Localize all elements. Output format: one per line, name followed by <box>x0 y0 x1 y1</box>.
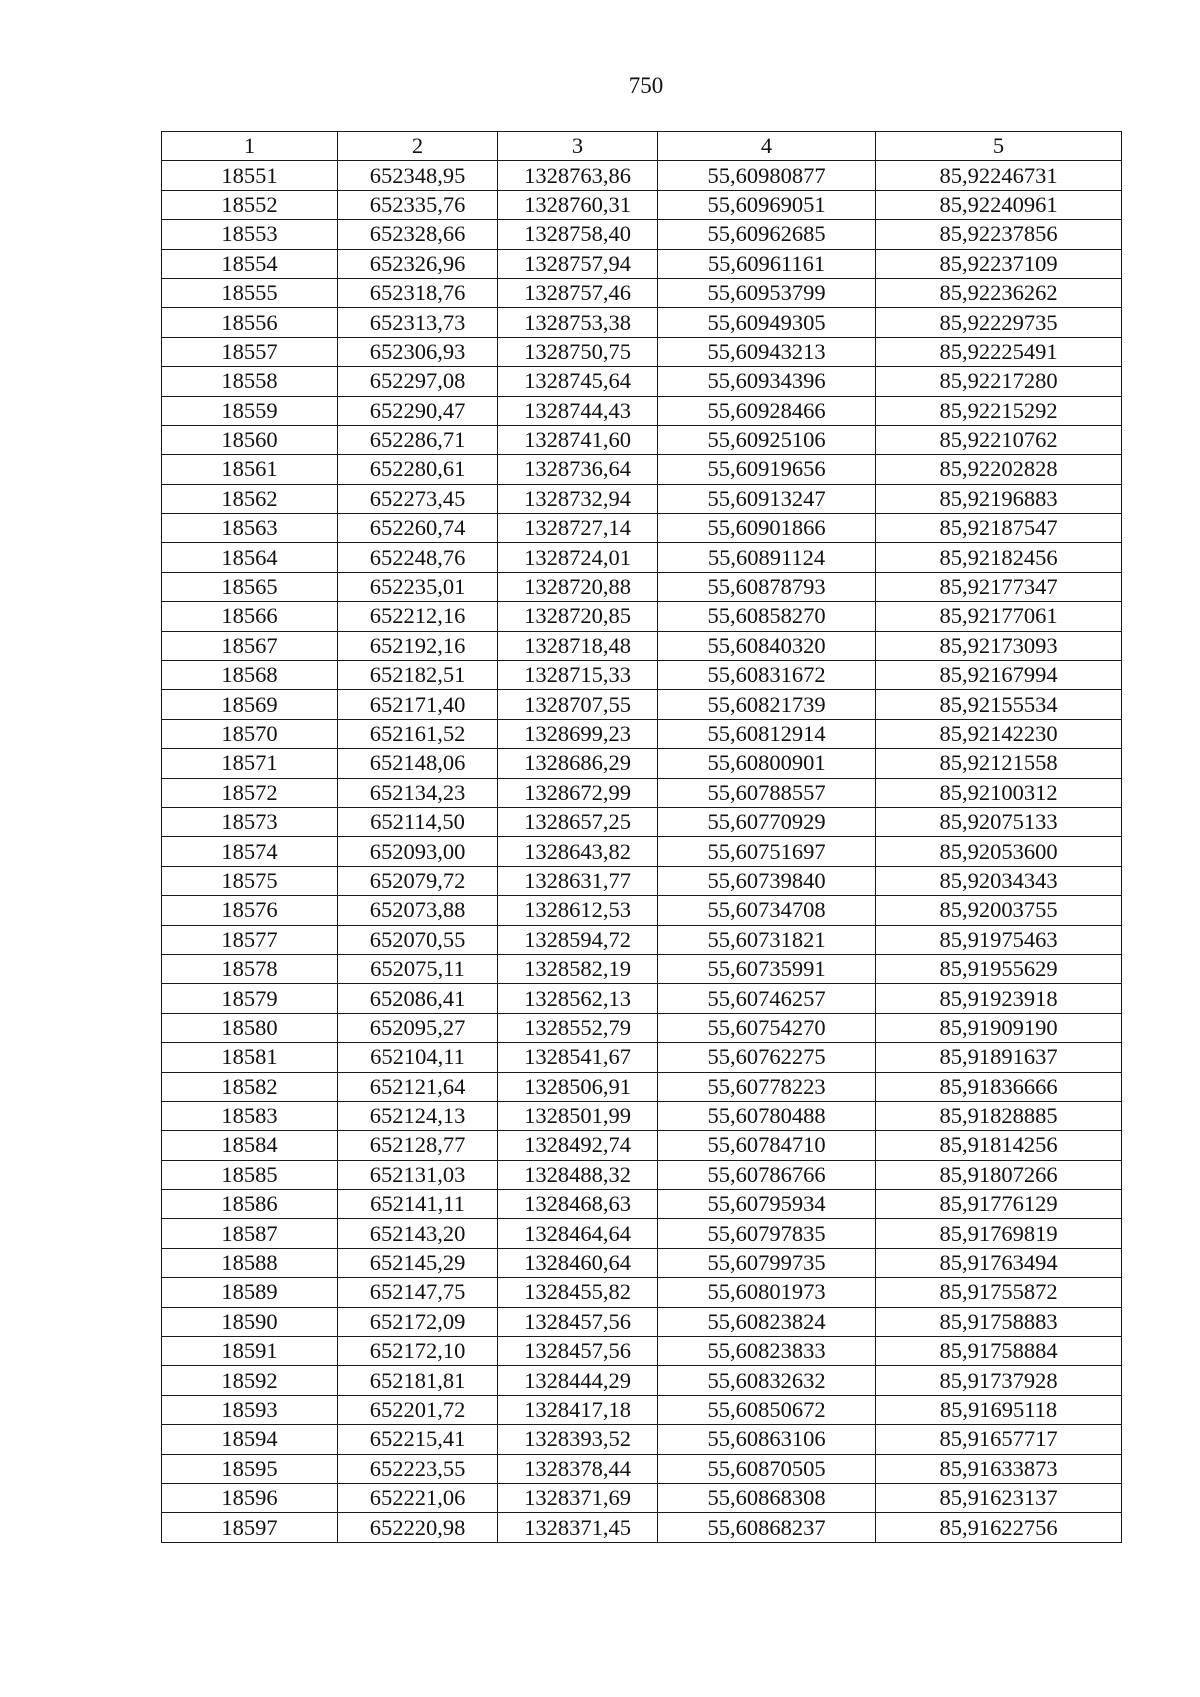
table-cell: 18586 <box>162 1190 338 1219</box>
table-cell: 18592 <box>162 1366 338 1395</box>
table-cell: 652201,72 <box>338 1395 498 1424</box>
table-cell: 55,60762275 <box>658 1043 876 1072</box>
header-row <box>162 132 1122 161</box>
table-row <box>162 631 1122 660</box>
table-cell: 55,60850672 <box>658 1395 876 1424</box>
table-row <box>162 161 1122 190</box>
table-row <box>162 367 1122 396</box>
table-cell: 85,92202828 <box>876 455 1122 484</box>
table-cell: 55,60840320 <box>658 631 876 660</box>
table-cell: 652145,29 <box>338 1248 498 1277</box>
table-cell: 1328745,64 <box>498 367 658 396</box>
table-cell: 1328699,23 <box>498 719 658 748</box>
table-cell: 85,91758884 <box>876 1337 1122 1366</box>
table-cell: 55,60799735 <box>658 1248 876 1277</box>
table-cell: 55,60863106 <box>658 1425 876 1454</box>
table-cell: 85,91909190 <box>876 1013 1122 1042</box>
table-cell: 55,60831672 <box>658 661 876 690</box>
table-cell: 85,91737928 <box>876 1366 1122 1395</box>
table-cell: 1328455,82 <box>498 1278 658 1307</box>
table-cell: 55,60919656 <box>658 455 876 484</box>
table-cell: 85,91891637 <box>876 1043 1122 1072</box>
table-cell: 1328468,63 <box>498 1190 658 1219</box>
table-cell: 18578 <box>162 954 338 983</box>
table-cell: 1328715,33 <box>498 661 658 690</box>
table-cell: 652121,64 <box>338 1072 498 1101</box>
table-cell: 55,60754270 <box>658 1013 876 1042</box>
table-cell: 1328757,94 <box>498 249 658 278</box>
table-cell: 85,92003755 <box>876 896 1122 925</box>
table-cell: 18572 <box>162 778 338 807</box>
table-cell: 55,60868308 <box>658 1483 876 1512</box>
table-cell: 55,60795934 <box>658 1190 876 1219</box>
table-row <box>162 1513 1122 1542</box>
table-cell: 55,60980877 <box>658 161 876 190</box>
table-cell: 18581 <box>162 1043 338 1072</box>
table-cell: 85,92240961 <box>876 190 1122 219</box>
table-cell: 18582 <box>162 1072 338 1101</box>
table-cell: 1328744,43 <box>498 396 658 425</box>
column-header-5: 5 <box>876 132 1122 161</box>
table-cell: 652192,16 <box>338 631 498 660</box>
table-row <box>162 1366 1122 1395</box>
table-cell: 55,60800901 <box>658 749 876 778</box>
table-cell: 18559 <box>162 396 338 425</box>
table-cell: 85,92121558 <box>876 749 1122 778</box>
table-row <box>162 1101 1122 1130</box>
table-cell: 652147,75 <box>338 1278 498 1307</box>
table-cell: 1328457,56 <box>498 1337 658 1366</box>
table-cell: 55,60868237 <box>658 1513 876 1542</box>
column-header-2: 2 <box>338 132 498 161</box>
table-cell: 652313,73 <box>338 308 498 337</box>
table-row <box>162 1425 1122 1454</box>
table-cell: 85,91828885 <box>876 1101 1122 1130</box>
table-row <box>162 1307 1122 1336</box>
table-row <box>162 543 1122 572</box>
table-cell: 1328444,29 <box>498 1366 658 1395</box>
table-cell: 85,92142230 <box>876 719 1122 748</box>
table-cell: 18561 <box>162 455 338 484</box>
table-cell: 18579 <box>162 984 338 1013</box>
table-cell: 55,60788557 <box>658 778 876 807</box>
table-cell: 85,91657717 <box>876 1425 1122 1454</box>
table-cell: 1328594,72 <box>498 925 658 954</box>
table-cell: 85,91807266 <box>876 1160 1122 1189</box>
table-cell: 1328378,44 <box>498 1454 658 1483</box>
table-row <box>162 1219 1122 1248</box>
table-cell: 18567 <box>162 631 338 660</box>
table-row <box>162 866 1122 895</box>
table-cell: 18596 <box>162 1483 338 1512</box>
table-cell: 18590 <box>162 1307 338 1336</box>
table-cell: 1328718,48 <box>498 631 658 660</box>
table-cell: 18585 <box>162 1160 338 1189</box>
table-cell: 85,91622756 <box>876 1513 1122 1542</box>
table-cell: 85,92229735 <box>876 308 1122 337</box>
table-cell: 85,92196883 <box>876 484 1122 513</box>
table-cell: 55,60928466 <box>658 396 876 425</box>
table-cell: 652286,71 <box>338 425 498 454</box>
table-cell: 55,60778223 <box>658 1072 876 1101</box>
table-cell: 18594 <box>162 1425 338 1454</box>
table-cell: 18591 <box>162 1337 338 1366</box>
table-cell: 652297,08 <box>338 367 498 396</box>
table-cell: 85,91923918 <box>876 984 1122 1013</box>
table-cell: 55,60801973 <box>658 1278 876 1307</box>
table-cell: 85,92225491 <box>876 337 1122 366</box>
table-cell: 55,60962685 <box>658 220 876 249</box>
table-cell: 652070,55 <box>338 925 498 954</box>
table-row <box>162 778 1122 807</box>
table-cell: 1328457,56 <box>498 1307 658 1336</box>
table-row <box>162 1278 1122 1307</box>
table-cell: 652326,96 <box>338 249 498 278</box>
table-cell: 1328657,25 <box>498 807 658 836</box>
table-cell: 85,91758883 <box>876 1307 1122 1336</box>
table-cell: 55,60858270 <box>658 602 876 631</box>
table-cell: 85,92236262 <box>876 278 1122 307</box>
table-cell: 55,60943213 <box>658 337 876 366</box>
table-cell: 652306,93 <box>338 337 498 366</box>
table-cell: 85,92155534 <box>876 690 1122 719</box>
table-cell: 85,91975463 <box>876 925 1122 954</box>
table-cell: 85,92215292 <box>876 396 1122 425</box>
table-row <box>162 1248 1122 1277</box>
table-cell: 652215,41 <box>338 1425 498 1454</box>
table-cell: 1328371,69 <box>498 1483 658 1512</box>
table-cell: 1328417,18 <box>498 1395 658 1424</box>
table-row <box>162 1395 1122 1424</box>
table-cell: 55,60832632 <box>658 1366 876 1395</box>
table-cell: 85,91623137 <box>876 1483 1122 1512</box>
table-cell: 55,60878793 <box>658 572 876 601</box>
table-cell: 1328643,82 <box>498 837 658 866</box>
table-cell: 18557 <box>162 337 338 366</box>
table-cell: 1328750,75 <box>498 337 658 366</box>
table-cell: 85,92177061 <box>876 602 1122 631</box>
table-cell: 18569 <box>162 690 338 719</box>
table-cell: 652114,50 <box>338 807 498 836</box>
table-cell: 652134,23 <box>338 778 498 807</box>
table-row <box>162 1043 1122 1072</box>
table-cell: 55,60969051 <box>658 190 876 219</box>
table-cell: 55,60953799 <box>658 278 876 307</box>
table-cell: 652181,81 <box>338 1366 498 1395</box>
table-row <box>162 896 1122 925</box>
coordinates-table <box>161 131 1122 1543</box>
table-row <box>162 190 1122 219</box>
table-cell: 1328686,29 <box>498 749 658 778</box>
table-cell: 55,60735991 <box>658 954 876 983</box>
table-row <box>162 249 1122 278</box>
table-row <box>162 278 1122 307</box>
table-row <box>162 1454 1122 1483</box>
table-cell: 18555 <box>162 278 338 307</box>
table-cell: 652335,76 <box>338 190 498 219</box>
table-cell: 652143,20 <box>338 1219 498 1248</box>
table-row <box>162 807 1122 836</box>
table-cell: 1328552,79 <box>498 1013 658 1042</box>
table-cell: 85,91776129 <box>876 1190 1122 1219</box>
table-row <box>162 749 1122 778</box>
table-cell: 18551 <box>162 161 338 190</box>
table-cell: 85,91763494 <box>876 1248 1122 1277</box>
table-cell: 18570 <box>162 719 338 748</box>
table-cell: 18593 <box>162 1395 338 1424</box>
table-cell: 652148,06 <box>338 749 498 778</box>
table-row <box>162 690 1122 719</box>
table-cell: 1328760,31 <box>498 190 658 219</box>
table-cell: 652235,01 <box>338 572 498 601</box>
table-cell: 652273,45 <box>338 484 498 513</box>
table-cell: 1328393,52 <box>498 1425 658 1454</box>
table-cell: 652095,27 <box>338 1013 498 1042</box>
table-cell: 1328707,55 <box>498 690 658 719</box>
table-cell: 652141,11 <box>338 1190 498 1219</box>
table-cell: 1328506,91 <box>498 1072 658 1101</box>
table-cell: 1328562,13 <box>498 984 658 1013</box>
table-cell: 1328460,64 <box>498 1248 658 1277</box>
table-cell: 55,60734708 <box>658 896 876 925</box>
table-cell: 55,60731821 <box>658 925 876 954</box>
table-cell: 85,92034343 <box>876 866 1122 895</box>
table-cell: 18573 <box>162 807 338 836</box>
table-cell: 85,92075133 <box>876 807 1122 836</box>
table-cell: 85,91814256 <box>876 1131 1122 1160</box>
table-cell: 1328464,64 <box>498 1219 658 1248</box>
table-cell: 85,92246731 <box>876 161 1122 190</box>
table-cell: 55,60784710 <box>658 1131 876 1160</box>
table-row <box>162 1013 1122 1042</box>
table-cell: 1328612,53 <box>498 896 658 925</box>
table-cell: 55,60949305 <box>658 308 876 337</box>
table-cell: 652248,76 <box>338 543 498 572</box>
table-cell: 652290,47 <box>338 396 498 425</box>
table-cell: 652318,76 <box>338 278 498 307</box>
table-cell: 55,60925106 <box>658 425 876 454</box>
table-cell: 18575 <box>162 866 338 895</box>
table-cell: 652172,10 <box>338 1337 498 1366</box>
table-cell: 55,60901866 <box>658 514 876 543</box>
table-cell: 652348,95 <box>338 161 498 190</box>
table-cell: 652328,66 <box>338 220 498 249</box>
table-cell: 55,60770929 <box>658 807 876 836</box>
table-cell: 18556 <box>162 308 338 337</box>
table-cell: 18568 <box>162 661 338 690</box>
table-cell: 85,91695118 <box>876 1395 1122 1424</box>
table-cell: 1328720,88 <box>498 572 658 601</box>
table-cell: 652104,11 <box>338 1043 498 1072</box>
table-cell: 55,60891124 <box>658 543 876 572</box>
table-cell: 85,91836666 <box>876 1072 1122 1101</box>
table-cell: 652220,98 <box>338 1513 498 1542</box>
table-cell: 55,60812914 <box>658 719 876 748</box>
column-header-3: 3 <box>498 132 658 161</box>
table-cell: 18577 <box>162 925 338 954</box>
table-cell: 85,92237856 <box>876 220 1122 249</box>
table-row <box>162 1190 1122 1219</box>
table-cell: 652171,40 <box>338 690 498 719</box>
table-cell: 55,60821739 <box>658 690 876 719</box>
table-cell: 652223,55 <box>338 1454 498 1483</box>
table-cell: 85,91955629 <box>876 954 1122 983</box>
table-cell: 652075,11 <box>338 954 498 983</box>
table-cell: 652073,88 <box>338 896 498 925</box>
table-cell: 85,91633873 <box>876 1454 1122 1483</box>
table-cell: 85,92177347 <box>876 572 1122 601</box>
table-cell: 85,92187547 <box>876 514 1122 543</box>
table-cell: 1328488,32 <box>498 1160 658 1189</box>
table-cell: 652093,00 <box>338 837 498 866</box>
table-cell: 85,92217280 <box>876 367 1122 396</box>
table-cell: 18597 <box>162 1513 338 1542</box>
table-row <box>162 984 1122 1013</box>
table-cell: 652128,77 <box>338 1131 498 1160</box>
table-row <box>162 1072 1122 1101</box>
table-cell: 652131,03 <box>338 1160 498 1189</box>
page-number: 750 <box>628 73 664 98</box>
table-row <box>162 396 1122 425</box>
table-row <box>162 954 1122 983</box>
column-header-4: 4 <box>658 132 876 161</box>
table-cell: 55,60870505 <box>658 1454 876 1483</box>
table-cell: 18560 <box>162 425 338 454</box>
table-cell: 55,60961161 <box>658 249 876 278</box>
table-cell: 55,60934396 <box>658 367 876 396</box>
table-cell: 18580 <box>162 1013 338 1042</box>
table-cell: 652221,06 <box>338 1483 498 1512</box>
table-cell: 18564 <box>162 543 338 572</box>
table-cell: 85,92173093 <box>876 631 1122 660</box>
table-cell: 18563 <box>162 514 338 543</box>
table-row <box>162 220 1122 249</box>
table-cell: 18574 <box>162 837 338 866</box>
table-cell: 85,92182456 <box>876 543 1122 572</box>
table-cell: 18554 <box>162 249 338 278</box>
table-row <box>162 837 1122 866</box>
table-row <box>162 719 1122 748</box>
column-header-1: 1 <box>162 132 338 161</box>
table-cell: 652212,16 <box>338 602 498 631</box>
table-row <box>162 1483 1122 1512</box>
table-cell: 652172,09 <box>338 1307 498 1336</box>
table-cell: 1328492,74 <box>498 1131 658 1160</box>
table-row <box>162 1160 1122 1189</box>
table-cell: 85,92210762 <box>876 425 1122 454</box>
table-row <box>162 1131 1122 1160</box>
table-cell: 18571 <box>162 749 338 778</box>
table-cell: 652280,61 <box>338 455 498 484</box>
table-row <box>162 514 1122 543</box>
table-row <box>162 455 1122 484</box>
table-cell: 1328582,19 <box>498 954 658 983</box>
table-cell: 1328724,01 <box>498 543 658 572</box>
table-cell: 652124,13 <box>338 1101 498 1130</box>
table-cell: 1328757,46 <box>498 278 658 307</box>
table-cell: 652260,74 <box>338 514 498 543</box>
table-cell: 18584 <box>162 1131 338 1160</box>
table-cell: 55,60823824 <box>658 1307 876 1336</box>
table-cell: 1328741,60 <box>498 425 658 454</box>
table-cell: 18566 <box>162 602 338 631</box>
table-cell: 652182,51 <box>338 661 498 690</box>
table-cell: 1328763,86 <box>498 161 658 190</box>
table-cell: 85,92100312 <box>876 778 1122 807</box>
table-row <box>162 425 1122 454</box>
table-cell: 1328753,38 <box>498 308 658 337</box>
table-cell: 1328758,40 <box>498 220 658 249</box>
table-cell: 55,60746257 <box>658 984 876 1013</box>
table-cell: 55,60786766 <box>658 1160 876 1189</box>
table-row <box>162 308 1122 337</box>
table-cell: 1328501,99 <box>498 1101 658 1130</box>
table-body <box>162 161 1122 1542</box>
table-cell: 18587 <box>162 1219 338 1248</box>
table-cell: 1328727,14 <box>498 514 658 543</box>
table-cell: 1328631,77 <box>498 866 658 895</box>
table-row <box>162 337 1122 366</box>
table-cell: 85,91755872 <box>876 1278 1122 1307</box>
table-cell: 85,92053600 <box>876 837 1122 866</box>
table-cell: 18576 <box>162 896 338 925</box>
table-row <box>162 572 1122 601</box>
table-cell: 652079,72 <box>338 866 498 895</box>
table-row <box>162 925 1122 954</box>
table-cell: 55,60780488 <box>658 1101 876 1130</box>
table-cell: 85,92167994 <box>876 661 1122 690</box>
table-cell: 1328720,85 <box>498 602 658 631</box>
table-cell: 18565 <box>162 572 338 601</box>
table-cell: 652161,52 <box>338 719 498 748</box>
table-cell: 1328732,94 <box>498 484 658 513</box>
table-cell: 55,60797835 <box>658 1219 876 1248</box>
table-cell: 18562 <box>162 484 338 513</box>
table-cell: 18583 <box>162 1101 338 1130</box>
table-cell: 85,92237109 <box>876 249 1122 278</box>
table-cell: 1328541,67 <box>498 1043 658 1072</box>
table-cell: 18589 <box>162 1278 338 1307</box>
table-cell: 1328672,99 <box>498 778 658 807</box>
table-row <box>162 602 1122 631</box>
table-cell: 652086,41 <box>338 984 498 1013</box>
table-row <box>162 661 1122 690</box>
table-cell: 18553 <box>162 220 338 249</box>
table-cell: 18588 <box>162 1248 338 1277</box>
table-cell: 18552 <box>162 190 338 219</box>
table-cell: 55,60751697 <box>658 837 876 866</box>
table-cell: 85,91769819 <box>876 1219 1122 1248</box>
table-row <box>162 1337 1122 1366</box>
table-cell: 18595 <box>162 1454 338 1483</box>
table-row <box>162 484 1122 513</box>
table-cell: 55,60913247 <box>658 484 876 513</box>
table-cell: 18558 <box>162 367 338 396</box>
table-cell: 1328371,45 <box>498 1513 658 1542</box>
table-cell: 1328736,64 <box>498 455 658 484</box>
table-cell: 55,60739840 <box>658 866 876 895</box>
table-cell: 55,60823833 <box>658 1337 876 1366</box>
